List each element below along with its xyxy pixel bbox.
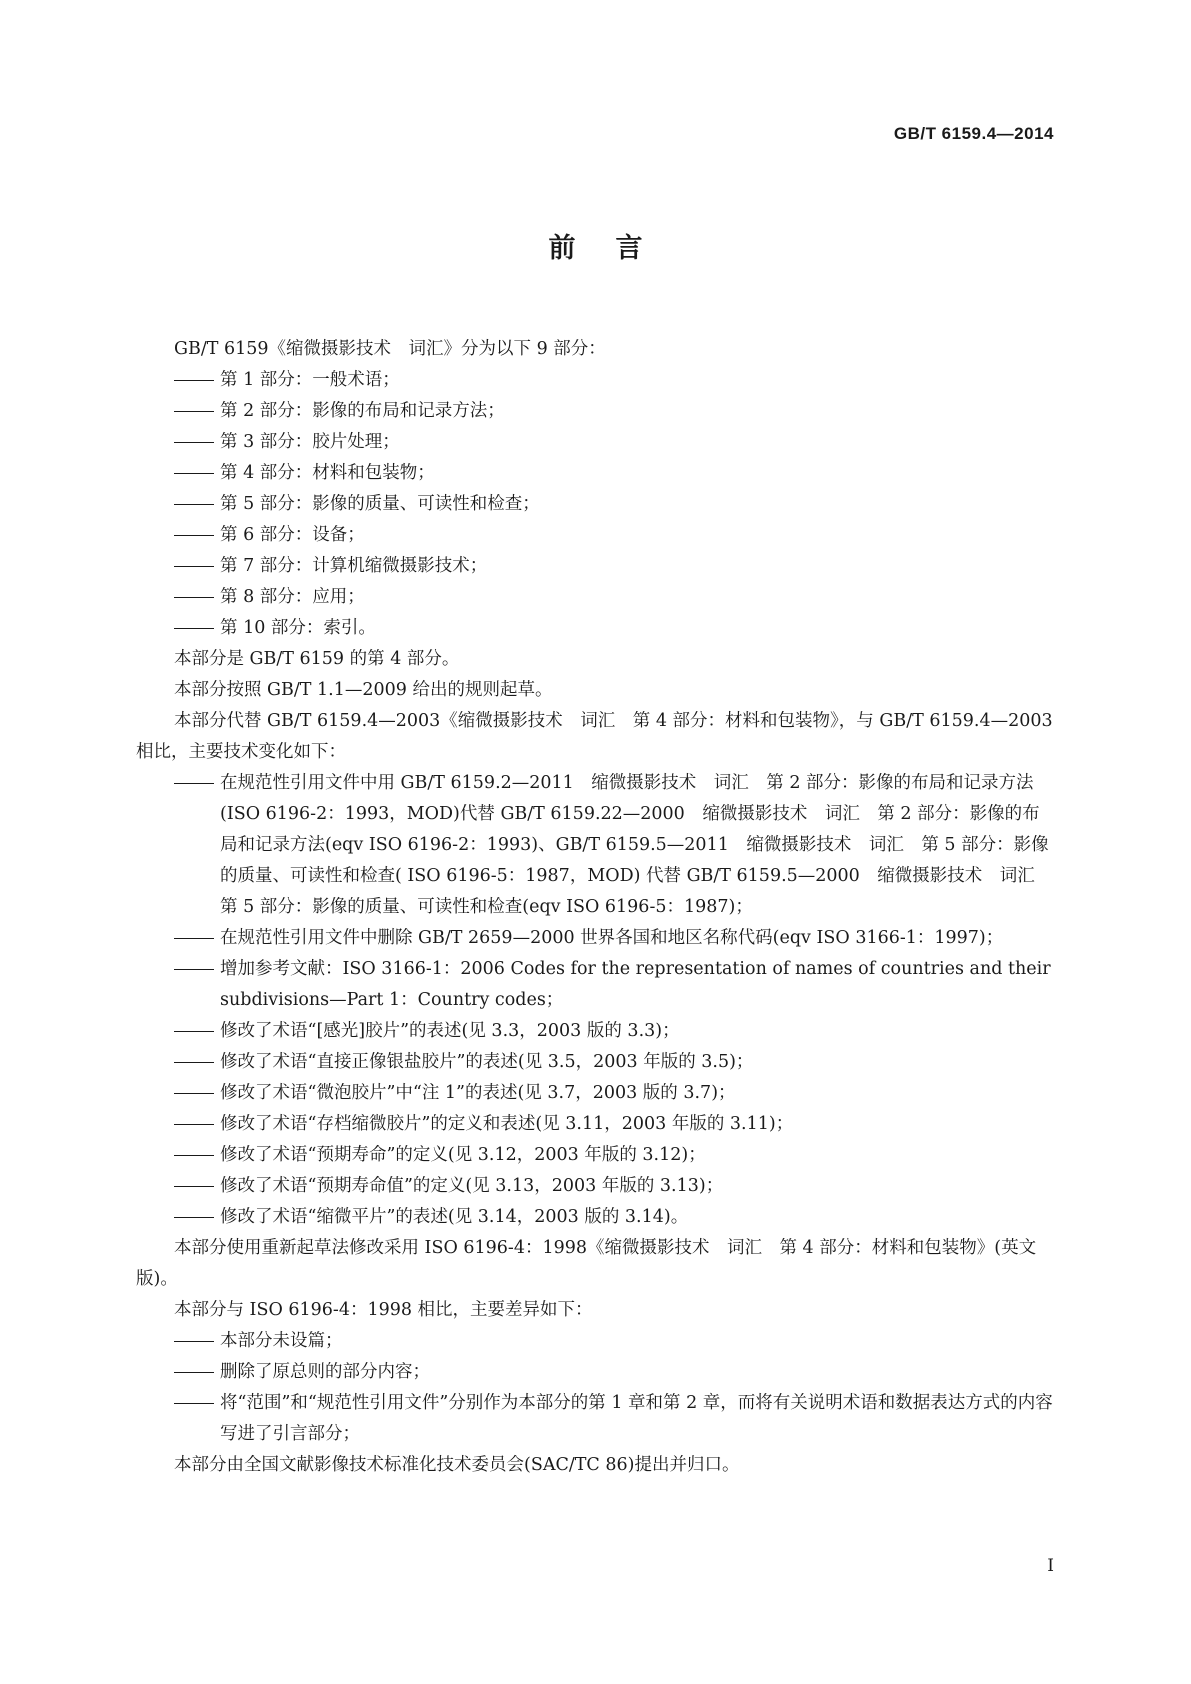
proposed-paragraph: 本部分由全国文献影像技术标准化技术委员会(SAC/TC 86)提出并归口。 <box>174 1455 740 1475</box>
em-dash <box>174 1078 220 1109</box>
em-dash <box>174 613 220 644</box>
page-number: I <box>1047 1556 1054 1576</box>
em-dash <box>174 768 220 799</box>
em-dash <box>174 489 220 520</box>
em-dash <box>174 365 220 396</box>
change-item: 修改了术语“存档缩微胶片”的定义和表述(见 3.11，2003 年版的 3.11)； <box>136 1109 1056 1140</box>
list-item: 第 2 部分：影像的布局和记录方法； <box>136 396 1056 427</box>
list-item: 第 6 部分：设备； <box>136 520 1056 551</box>
em-dash <box>174 923 220 954</box>
em-dash <box>174 427 220 458</box>
drafting-paragraph: 本部分按照 GB/T 1.1—2009 给出的规则起草。 <box>174 680 553 700</box>
change-item: 修改了术语“微泡胶片”中“注 1”的表述(见 3.7，2003 版的 3.7)； <box>136 1078 1056 1109</box>
em-dash <box>174 1140 220 1171</box>
list-item: 第 5 部分：影像的质量、可读性和检查； <box>136 489 1056 520</box>
em-dash <box>174 551 220 582</box>
standard-number: GB/T 6159.4—2014 <box>893 124 1054 143</box>
change-item: 增加参考文献：ISO 3166-1：2006 Codes for the representation of names of countries and their subdivisions—Part 1：Country codes； <box>136 954 1056 1016</box>
change-item: 修改了术语“直接正像银盐胶片”的表述(见 3.5，2003 年版的 3.5)； <box>136 1047 1056 1078</box>
change-item: 在规范性引用文件中删除 GB/T 2659—2000 世界各国和地区名称代码(eqv ISO 3166-1：1997)； <box>136 923 1056 954</box>
em-dash <box>174 582 220 613</box>
change-item: 修改了术语“预期寿命值”的定义(见 3.13，2003 年版的 3.13)； <box>136 1171 1056 1202</box>
em-dash <box>174 1171 220 1202</box>
em-dash <box>174 954 220 985</box>
page-title: 前言 <box>548 233 683 264</box>
em-dash <box>174 1326 220 1357</box>
list-item: 第 8 部分：应用； <box>136 582 1056 613</box>
em-dash <box>174 1388 220 1419</box>
intro-paragraph: GB/T 6159《缩微摄影技术 词汇》分为以下 9 部分： <box>174 339 606 359</box>
em-dash <box>174 458 220 489</box>
list-item: 第 4 部分：材料和包装物； <box>136 458 1056 489</box>
replaces-paragraph: 本部分代替 GB/T 6159.4—2003《缩微摄影技术 词汇 第 4 部分：材料和包装物》，与 GB/T 6159.4—2003 相比，主要技术变化如下： <box>136 711 1053 762</box>
list-item: 第 1 部分：一般术语； <box>136 365 1056 396</box>
adoption-paragraph: 本部分使用重新起草法修改采用 ISO 6196-4：1998《缩微摄影技术 词汇 第 4 部分：材料和包装物》(英文版)。 <box>136 1238 1037 1289</box>
em-dash <box>174 1047 220 1078</box>
em-dash <box>174 1357 220 1388</box>
list-item: 第 10 部分：索引。 <box>136 613 1056 644</box>
change-item: 在规范性引用文件中用 GB/T 6159.2—2011 缩微摄影技术 词汇 第 2 部分：影像的布局和记录方法(ISO 6196-2：1993，MOD)代替 GB/T 6159.22—2000 缩微摄影技术 词汇 第 2 部分：影像的布局和记录方法(eqv ISO 6196-2：1993)、GB/T 6159.5—2011 缩微摄影技术 词汇 第 5 部分：影像的质量、可读性和检查( ISO 6196-5：1987，MOD) 代替 GB/T 6159.5—2000 缩微摄影技术 词汇 第 5 部分：影像的质量、可读性和检查(eqv ISO 6196-5：1987)； <box>136 768 1056 923</box>
em-dash <box>174 396 220 427</box>
change-item: 修改了术语“[感光]胶片”的表述(见 3.3，2003 版的 3.3)； <box>136 1016 1056 1047</box>
em-dash <box>174 520 220 551</box>
difference-item: 删除了原总则的部分内容； <box>136 1357 1056 1388</box>
differences-paragraph: 本部分与 ISO 6196-4：1998 相比，主要差异如下： <box>174 1300 593 1320</box>
list-item: 第 3 部分：胶片处理； <box>136 427 1056 458</box>
difference-item: 将“范围”和“规范性引用文件”分别作为本部分的第 1 章和第 2 章，而将有关说明术语和数据表达方式的内容写进了引言部分； <box>136 1388 1056 1450</box>
change-item: 修改了术语“预期寿命”的定义(见 3.12，2003 年版的 3.12)； <box>136 1140 1056 1171</box>
foreword-body <box>136 334 1056 1481</box>
list-item: 第 7 部分：计算机缩微摄影技术； <box>136 551 1056 582</box>
part-of-paragraph: 本部分是 GB/T 6159 的第 4 部分。 <box>174 649 460 669</box>
em-dash <box>174 1016 220 1047</box>
difference-item: 本部分未设篇； <box>136 1326 1056 1357</box>
em-dash <box>174 1202 220 1233</box>
em-dash <box>174 1109 220 1140</box>
change-item: 修改了术语“缩微平片”的表述(见 3.14，2003 版的 3.14)。 <box>136 1202 1056 1233</box>
